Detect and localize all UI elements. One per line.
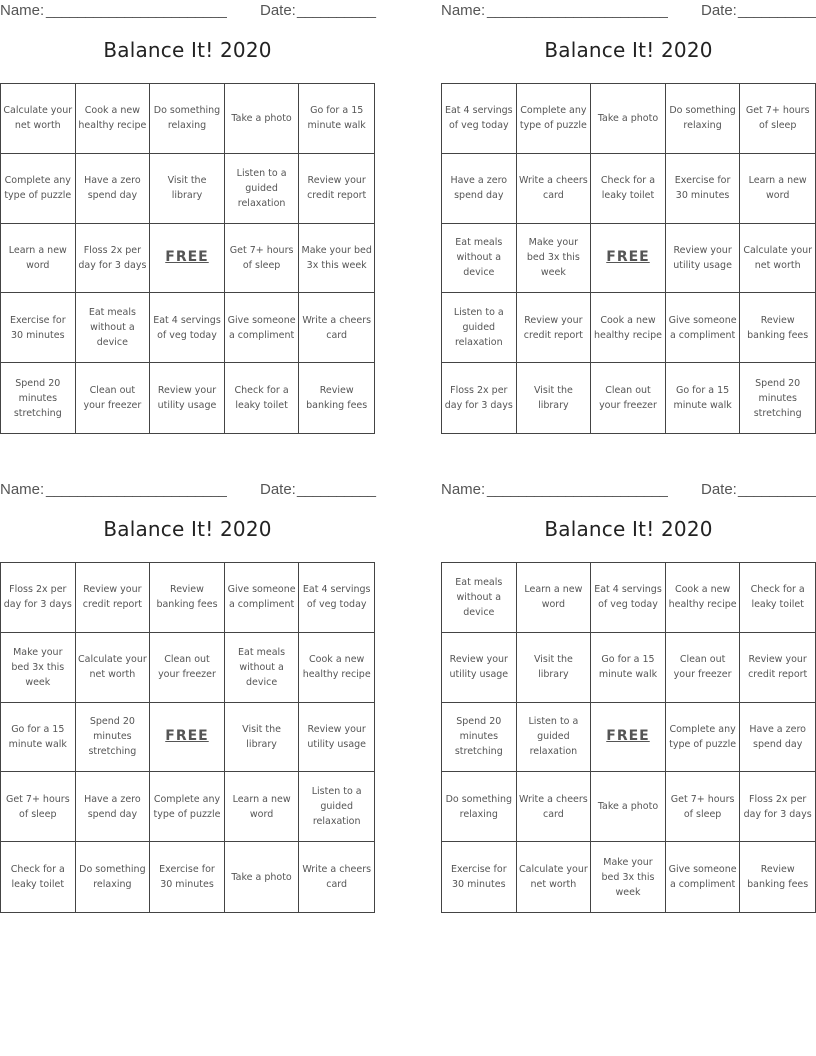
bingo-cell[interactable]: Do something relaxing: [666, 84, 741, 154]
bingo-cell[interactable]: Give someone a compliment: [225, 563, 300, 633]
bingo-cell[interactable]: Calculate your net worth: [517, 842, 592, 912]
bingo-cell[interactable]: Exercise for 30 minutes: [1, 293, 76, 363]
bingo-cell[interactable]: Calculate your net worth: [76, 633, 151, 703]
bingo-cell[interactable]: Do something relaxing: [76, 842, 151, 912]
bingo-grid: [0, 83, 375, 434]
bingo-cell[interactable]: Calculate your net worth: [740, 224, 815, 294]
bingo-cell[interactable]: Go for a 15 minute walk: [299, 84, 374, 154]
bingo-cell[interactable]: Clean out your freezer: [666, 633, 741, 703]
bingo-grid: [441, 562, 816, 913]
bingo-cell[interactable]: Listen to a guided relaxation: [299, 772, 374, 842]
bingo-cell[interactable]: Listen to a guided relaxation: [225, 154, 300, 224]
card-title: Balance It! 2020: [544, 517, 713, 541]
bingo-cell[interactable]: Eat meals without a device: [225, 633, 300, 703]
bingo-cell[interactable]: Give someone a compliment: [666, 293, 741, 363]
bingo-cell[interactable]: Review banking fees: [306, 385, 368, 412]
date-field[interactable]: __________: [297, 2, 376, 19]
bingo-cell[interactable]: Write a cheers card: [517, 772, 592, 842]
bingo-cell[interactable]: Check for a leaky toilet: [225, 363, 300, 433]
bingo-cell[interactable]: Make your bed 3x this week: [1, 633, 76, 703]
bingo-cell[interactable]: Complete any type of puzzle: [666, 703, 741, 773]
name-field[interactable]: _______________________: [487, 2, 668, 19]
date-field[interactable]: __________: [297, 481, 376, 498]
bingo-cell[interactable]: Do something relaxing: [150, 84, 225, 154]
bingo-cell[interactable]: Get 7+ hours of sleep: [1, 772, 76, 842]
bingo-grid: [0, 562, 375, 913]
bingo-cell[interactable]: Take a photo: [591, 84, 666, 154]
bingo-cell[interactable]: Clean out your freezer: [76, 363, 151, 433]
bingo-cell[interactable]: Take a photo: [591, 772, 666, 842]
bingo-cell[interactable]: Learn a new word: [740, 154, 815, 224]
bingo-cell[interactable]: Go for a 15 minute walk: [666, 363, 741, 433]
name-date-row: [0, 481, 375, 499]
bingo-cell[interactable]: Have a zero spend day: [740, 703, 815, 773]
bingo-cell[interactable]: Calculate your net worth: [1, 84, 76, 154]
bingo-cell[interactable]: Eat meals without a device: [76, 293, 151, 363]
bingo-cell[interactable]: Have a zero spend day: [76, 772, 151, 842]
bingo-cell[interactable]: Write a cheers card: [299, 293, 374, 363]
bingo-cell[interactable]: Eat 4 servings of veg today: [299, 563, 374, 633]
free-space-cell[interactable]: FREE: [591, 703, 666, 773]
bingo-cell[interactable]: Visit the library: [517, 633, 592, 703]
bingo-cell[interactable]: Make your bed 3x this week: [517, 224, 592, 294]
bingo-cell[interactable]: Review banking fees: [747, 864, 809, 891]
bingo-cell[interactable]: Eat meals without a device: [442, 224, 517, 294]
bingo-cell[interactable]: Clean out your freezer: [150, 633, 225, 703]
bingo-cell[interactable]: Write a cheers card: [302, 864, 372, 891]
bingo-cell[interactable]: Review your utility usage: [150, 363, 225, 433]
date-label: Date:: [701, 2, 737, 19]
card-title: Balance It! 2020: [103, 38, 272, 62]
bingo-cell[interactable]: Spend 20 minutes stretching: [442, 703, 517, 773]
free-space-cell[interactable]: FREE: [591, 224, 666, 294]
bingo-cell[interactable]: Learn a new word: [1, 224, 76, 294]
bingo-cell[interactable]: Visit the library: [225, 703, 300, 773]
bingo-cell[interactable]: Exercise for 30 minutes: [150, 842, 225, 912]
bingo-cell[interactable]: Complete any type of puzzle: [1, 154, 76, 224]
bingo-cell[interactable]: Eat 4 servings of veg today: [150, 293, 225, 363]
name-label: Name:: [0, 2, 45, 19]
bingo-cell[interactable]: Review your credit report: [299, 154, 374, 224]
bingo-cell[interactable]: Eat 4 servings of veg today: [591, 563, 666, 633]
bingo-card-2: [441, 0, 816, 440]
bingo-cell[interactable]: Cook a new healthy recipe: [666, 563, 741, 633]
date-label: Date:: [260, 481, 296, 498]
bingo-cell[interactable]: Exercise for 30 minutes: [442, 842, 517, 912]
bingo-cell[interactable]: Floss 2x per day for 3 days: [442, 363, 517, 433]
bingo-cell[interactable]: Check for a leaky toilet: [1, 842, 76, 912]
bingo-card-3: [0, 479, 375, 919]
free-space-cell[interactable]: FREE: [150, 224, 225, 294]
bingo-cell[interactable]: Write a cheers card: [517, 154, 592, 224]
bingo-cell[interactable]: Complete any type of puzzle: [150, 772, 225, 842]
bingo-cell[interactable]: Review your utility usage: [666, 224, 741, 294]
bingo-cell[interactable]: Get 7+ hours of sleep: [225, 224, 300, 294]
bingo-cell[interactable]: Take a photo: [225, 84, 300, 154]
bingo-cell[interactable]: Visit the library: [517, 363, 592, 433]
name-date-row: [0, 2, 375, 20]
bingo-cell[interactable]: Floss 2x per day for 3 days: [1, 563, 76, 633]
bingo-cell[interactable]: Learn a new word: [517, 563, 592, 633]
name-date-row: [441, 2, 816, 20]
name-label: Name:: [441, 481, 486, 498]
date-field[interactable]: __________: [738, 2, 816, 19]
bingo-cell[interactable]: Eat meals without a device: [442, 563, 517, 633]
name-field[interactable]: _______________________: [46, 481, 227, 498]
bingo-cell[interactable]: Give someone a compliment: [666, 842, 741, 912]
bingo-cell[interactable]: Learn a new word: [225, 772, 300, 842]
bingo-cell[interactable]: Complete any type of puzzle: [517, 84, 592, 154]
bingo-cell[interactable]: Review your utility usage: [442, 633, 517, 703]
bingo-cell[interactable]: Cook a new healthy recipe: [591, 293, 666, 363]
bingo-card-1: [0, 0, 375, 440]
bingo-cell[interactable]: Have a zero spend day: [442, 154, 517, 224]
card-title: Balance It! 2020: [544, 38, 713, 62]
bingo-cell[interactable]: Visit the library: [150, 154, 225, 224]
bingo-cell[interactable]: Review banking fees: [150, 563, 225, 633]
bingo-cell[interactable]: Review your utility usage: [299, 703, 374, 773]
name-field[interactable]: _______________________: [46, 2, 227, 19]
name-field[interactable]: _______________________: [487, 481, 668, 498]
bingo-cell[interactable]: Spend 20 minutes stretching: [76, 703, 151, 773]
bingo-cell[interactable]: Check for a leaky toilet: [740, 563, 815, 633]
bingo-cell[interactable]: Take a photo: [225, 842, 300, 912]
bingo-cell[interactable]: Spend 20 minutes stretching: [753, 377, 802, 419]
bingo-cell[interactable]: Clean out your freezer: [591, 363, 666, 433]
bingo-cell[interactable]: Cook a new healthy recipe: [76, 84, 151, 154]
bingo-cell[interactable]: Exercise for 30 minutes: [666, 154, 741, 224]
bingo-grid: [441, 83, 816, 434]
bingo-cell[interactable]: Review banking fees: [740, 293, 815, 363]
bingo-cell[interactable]: Listen to a guided relaxation: [517, 703, 592, 773]
name-date-row: [441, 481, 816, 499]
name-label: Name:: [0, 481, 45, 498]
date-label: Date:: [701, 481, 737, 498]
bingo-cell[interactable]: Spend 20 minutes stretching: [1, 363, 76, 433]
free-space-cell[interactable]: FREE: [150, 703, 225, 773]
bingo-cell[interactable]: Review your credit report: [740, 633, 815, 703]
bingo-cell[interactable]: Review your credit report: [76, 563, 151, 633]
bingo-cell[interactable]: Make your bed 3x this week: [591, 842, 666, 912]
bingo-cell[interactable]: Cook a new healthy recipe: [299, 633, 374, 703]
bingo-card-4: [441, 479, 816, 919]
bingo-cell[interactable]: Get 7+ hours of sleep: [740, 84, 815, 154]
date-label: Date:: [260, 2, 296, 19]
bingo-cell[interactable]: Go for a 15 minute walk: [591, 633, 666, 703]
card-title: Balance It! 2020: [103, 517, 272, 541]
bingo-cell[interactable]: Have a zero spend day: [76, 154, 151, 224]
bingo-cell[interactable]: Do something relaxing: [442, 772, 517, 842]
bingo-cell[interactable]: Check for a leaky toilet: [591, 154, 666, 224]
date-field[interactable]: __________: [738, 481, 816, 498]
bingo-cell[interactable]: Go for a 15 minute walk: [1, 703, 76, 773]
bingo-cell[interactable]: Get 7+ hours of sleep: [666, 772, 741, 842]
bingo-cell[interactable]: Review your credit report: [517, 293, 592, 363]
bingo-cell[interactable]: Floss 2x per day for 3 days: [76, 224, 151, 294]
bingo-cell[interactable]: Floss 2x per day for 3 days: [740, 772, 815, 842]
bingo-cell[interactable]: Eat 4 servings of veg today: [442, 84, 517, 154]
bingo-cell[interactable]: Make your bed 3x this week: [299, 224, 374, 294]
bingo-cell[interactable]: Listen to a guided relaxation: [442, 293, 517, 363]
name-label: Name:: [441, 2, 486, 19]
bingo-cell[interactable]: Give someone a compliment: [225, 293, 300, 363]
